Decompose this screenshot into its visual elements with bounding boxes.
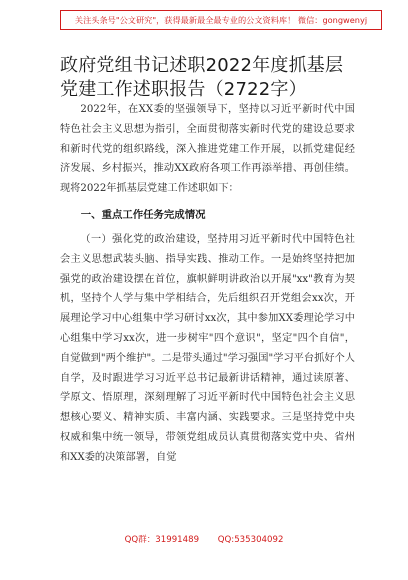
intro-paragraph: 2022年，在XX委的坚强领导下，坚持以习近平新时代中国特色社会主义思想为指引，全面贯彻落实新时代党的建设总要求和新时代党的组织路线，深入推进党建工作开展，以抓党建促经济发展、乡村振兴，推动XX政府各项工作再添举措、再创佳绩。现将2022年抓基层党建工作述职如下： bbox=[60, 104, 355, 195]
section-paragraph: （一）强化党的政治建设，坚持用习近平新时代中国特色社会主义思想武装头脑、指导实践、推动工作。一是始终坚持把加强党的政治建设摆在首位，旗帜鲜明讲政治以开展"xx"教育为契机，坚持个人学与集中学相结合，先后组织召开党组会xx次，开展理论学习中心组集中学习研讨xx次，其中参加XX委理论学习中心组集中学习xx次，进一步树牢"四个意识"，坚定"四个自信"，自觉做到"两个维护"。二是带头通过"学习强国"学习平台抓好个人自学，及时跟进学习习近平总书记最新讲话精神，通过读原著、学原文、悟原理，深刻理解了习近平新时代中国特色社会主义思想核心要义、精神实质、丰富内涵、实践要求。三是坚持党中央权威和集中统一领导，带领党组成员认真贯彻落实党中央、省州和XX委的决策部署，自觉 bbox=[60, 233, 355, 463]
qq-text: QQ:535304092 bbox=[217, 535, 284, 545]
footer-contact bbox=[0, 533, 408, 545]
qq-group-text: QQ群：31991489 bbox=[124, 535, 200, 545]
section-heading: 一、重点工作任务完成情况 bbox=[80, 208, 206, 221]
promo-banner: 关注头条号"公文研究"，获得最新最全最专业的公文资料库！ 微信：gongwenyj bbox=[60, 10, 382, 30]
document-body bbox=[60, 100, 355, 468]
document-title: 政府党组书记述职2022年度抓基层党建工作述职报告（2722字） bbox=[60, 55, 344, 100]
